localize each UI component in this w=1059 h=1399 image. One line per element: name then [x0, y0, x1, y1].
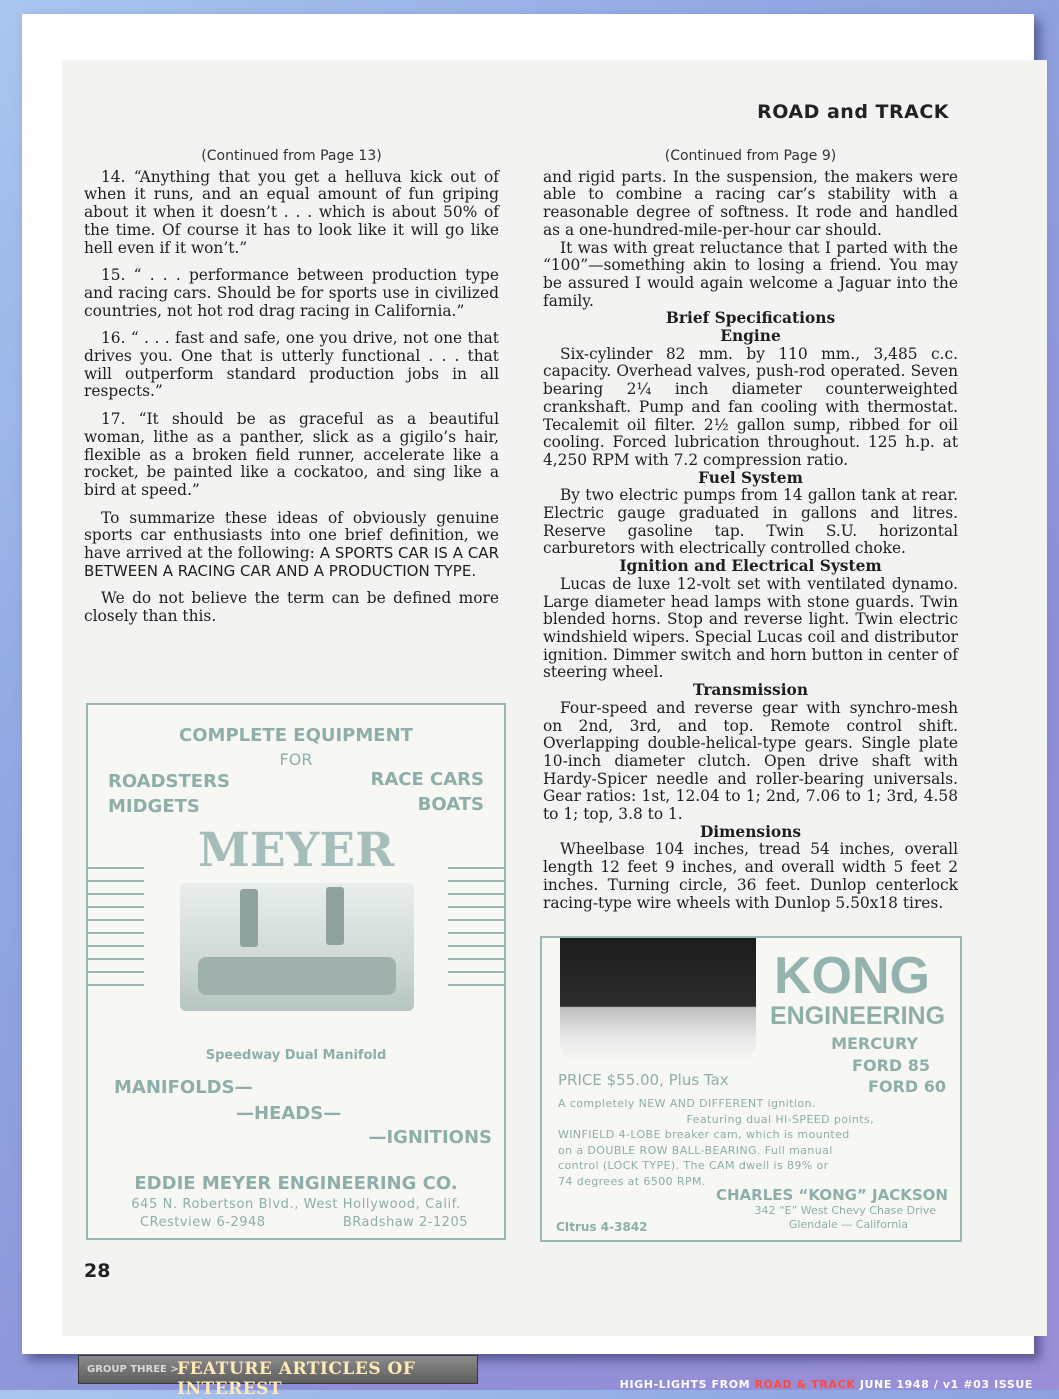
- section-text: By two electric pumps from 14 gallon tank at rear. Electric gauge graduated in gallons and litres. Reserve gasoline tap. Twin S.U. horizontal carburetors with electrically controlled choke.: [543, 486, 958, 558]
- section-text: Six-cylinder 82 mm. by 110 mm., 3,485 c.c. capacity. Overhead valves, push-rod operated. Seven bearing 2¼ inch diameter counterweighted crankshaft. Pump and fan cooling with thermostat. Tecalemit oil filter. 2½ gallon sump, ribbed for oil cooling. Forced lubrication throughout. 125 h.p. at 4,250 RPM with 7.2 compression ratio.: [543, 344, 958, 469]
- page-number: 28: [84, 1260, 111, 1282]
- manifold-photo: [180, 883, 414, 1011]
- ad-race-cars: RACE CARS: [370, 769, 484, 790]
- section-heading: Ignition and Electrical System: [619, 557, 882, 576]
- spec-title: Brief Specifications: [665, 309, 836, 328]
- carburetor-stack-icon: [326, 887, 344, 945]
- decorative-lines-left: [88, 867, 144, 997]
- section-text: Four-speed and reverse gear with synchro-mesh on 2nd, 3rd, and top. Remote control shift. Overlapping double-helical-type gears. Single plate 10-inch diameter clutch. Open drive shaft with Hardy-Spicer needle and roller-bearing universals. Gear ratios: 1st, 12.04 to 1; 2nd, 7.06 to 1; 3rd, 4.58 to 1; top, 3.8 to 1.: [543, 698, 958, 824]
- ad-midgets: MIDGETS: [108, 796, 200, 817]
- paragraph: It was with great reluctance that I parted with the “100”—something akin to losing a friend. You may be assured I would again welcome a Jaguar into the family.: [543, 238, 958, 310]
- ad-for: FOR: [279, 750, 313, 769]
- carburetor-stack-icon: [240, 889, 258, 947]
- ad-ford85: FORD 85: [852, 1056, 930, 1075]
- ad-ignitions: —IGNITIONS: [368, 1127, 492, 1148]
- continued-note: (Continued from Page 13): [201, 148, 382, 164]
- meyer-advertisement: [86, 703, 506, 1240]
- phone-number: BRadshaw 2-1205: [342, 1215, 468, 1230]
- paragraph: 15. “ . . . performance between production type and racing cars. Should be for sports use in civilized countries, not hot rod drag racing in California.”: [84, 266, 499, 320]
- highlights-label: HIGH-LIGHTS FROM: [619, 1378, 751, 1391]
- desc-line: on a DOUBLE ROW BALL-BEARING. Full manual: [558, 1143, 833, 1157]
- desc-line: control (LOCK TYPE). The CAM dwell is 89% or: [558, 1159, 829, 1172]
- ad-description: [558, 1096, 874, 1189]
- desc-line: 74 degrees at 6500 RPM.: [558, 1174, 706, 1188]
- right-column: [543, 148, 958, 912]
- company-address: 645 N. Robertson Blvd., West Hollywood, Calif.: [131, 1197, 461, 1212]
- desc-line: A completely NEW AND DIFFERENT ignition.: [558, 1097, 816, 1110]
- section-heading: Dimensions: [699, 822, 802, 841]
- section-banner: [78, 1355, 478, 1399]
- summary-text: To summarize these ideas of obviously genuine sports car enthusiasts into one brief definition, we have arrived at the following:: [84, 508, 499, 563]
- magazine-name: ROAD & TRACK: [754, 1378, 856, 1391]
- ad-mercury: MERCURY: [831, 1034, 918, 1053]
- paragraph: 14. “Anything that you get a helluva kick out of when it runs, and an equal amount of fun griping about it when it doesn’t . . . which is about 50% of the time. Of course it has to look like it will go like hell even if it won’t.”: [84, 167, 499, 257]
- ad-headline: COMPLETE EQUIPMENT: [179, 725, 413, 746]
- paragraph: 16. “ . . . fast and safe, one you drive, not one that drives you. One that is utterly functional . . . that will outperform standard production jobs in all respects.”: [84, 329, 499, 401]
- ad-ford60: FORD 60: [868, 1077, 946, 1096]
- company-name: EDDIE MEYER ENGINEERING CO.: [134, 1173, 458, 1194]
- decorative-lines-right: [448, 867, 504, 997]
- paragraph: We do not believe the term can be defined more closely than this.: [84, 589, 499, 626]
- section-heading: Engine: [720, 327, 781, 346]
- paragraph: and rigid parts. In the suspension, the makers were able to combine a racing car’s stability with a reasonable degree of softness. It rode and handled as a one-hundred-mile-per-hour car should.: [543, 167, 958, 239]
- summary-paragraph: [84, 510, 499, 581]
- section-text: Lucas de luxe 12-volt set with ventilated dynamo. Large diameter head lamps with stone guards. Twin blended horns. Stop and reverse light. Twin electric windshield wipers. Special Lucas coil and distributor ignition. Dimmer switch and horn button in center of steering wheel.: [543, 574, 958, 682]
- ad-manifolds: MANIFOLDS—: [114, 1077, 253, 1098]
- photo-caption: Speedway Dual Manifold: [205, 1048, 387, 1063]
- phone-number: CItrus 4-3842: [556, 1220, 648, 1234]
- contact-address: 342 “E” West Chevy Chase Drive: [754, 1204, 936, 1217]
- section-heading: Transmission: [692, 681, 809, 700]
- ad-roadsters: ROADSTERS: [108, 771, 230, 792]
- kong-engineering: ENGINEERING: [770, 1002, 946, 1030]
- ignition-unit-photo: [560, 938, 756, 1062]
- kong-logo: KONG: [774, 947, 930, 1005]
- paragraph: 17. “It should be as graceful as a beautiful woman, lithe as a panther, slick as a gigilo’s hair, flexible as a broken field runner, accelerate like a rocket, be painted like a cockatoo, and sing like a bird at speed.”: [84, 410, 499, 499]
- section-heading: Fuel System: [698, 468, 803, 487]
- manifold-body-icon: [198, 957, 396, 995]
- sports-car-definition: A SPORTS CAR IS A CAR BETWEEN A RACING CAR AND A PRODUCTION TYPE.: [84, 544, 499, 580]
- continued-note: (Continued from Page 9): [664, 148, 837, 164]
- desc-line: Featuring dual HI-SPEED points,: [686, 1112, 874, 1126]
- ad-price: PRICE $55.00, Plus Tax: [558, 1071, 729, 1089]
- kong-advertisement: [540, 936, 962, 1242]
- contact-name: CHARLES “KONG” JACKSON: [716, 1186, 948, 1204]
- ad-heads: —HEADS—: [236, 1103, 342, 1124]
- contact-city: Glendale — California: [788, 1218, 908, 1231]
- magazine-header: ROAD and TRACK: [757, 101, 949, 123]
- issue-label: JUNE 1948 / v1 #03 ISSUE: [859, 1378, 1033, 1391]
- phone-number: CRestview 6-2948: [140, 1215, 266, 1230]
- left-column: [84, 148, 499, 636]
- issue-credit: [620, 1378, 1033, 1391]
- desc-line: WINFIELD 4-LOBE breaker cam, which is mounted: [558, 1128, 850, 1141]
- meyer-logo: MEYER: [197, 823, 395, 878]
- section-text: Wheelbase 104 inches, tread 54 inches, overall length 12 feet 9 inches, and overall width 5 feet 2 inches. Turning circle, 36 feet. Dunlop centerlock racing-type wire wheels with Dunlop 5.50x18 tires.: [543, 840, 958, 912]
- group-label: GROUP THREE >: [87, 1364, 179, 1375]
- section-title: FEATURE ARTICLES OF INTEREST: [177, 1359, 416, 1399]
- ad-boats: BOATS: [417, 794, 484, 815]
